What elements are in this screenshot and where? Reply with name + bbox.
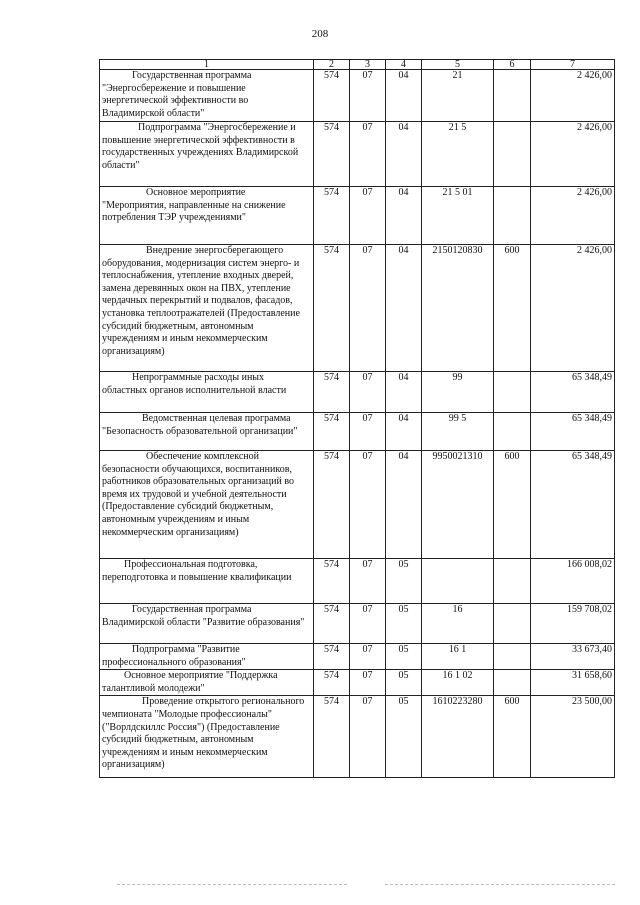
row-name-cell <box>100 187 314 245</box>
department-code-cell: 574 <box>314 70 350 122</box>
department-code-cell: 574 <box>314 604 350 644</box>
table-row <box>100 187 615 245</box>
expense-type-cell <box>494 413 531 451</box>
column-header-3: 3 <box>350 60 386 70</box>
amount-cell: 2 426,00 <box>531 70 615 122</box>
section-code-cell: 07 <box>350 670 386 696</box>
amount-cell: 2 426,00 <box>531 245 615 372</box>
row-name-continuation: оборудования, модернизация систем энерго- и теплоснабжения, утепление входных дверей, замена деревянных окон на ПВХ, утепление чердачных перекрытий и подвалов, фасадов, установка теплоотражателей (Предоставление субсидий бюджетным, автономным учреждениям и иным некоммерческим организациям) <box>102 257 300 357</box>
row-name-cell <box>100 70 314 122</box>
row-name-continuation: профессионального образования" <box>102 656 246 668</box>
row-name-first-line: Государственная программа <box>132 604 252 615</box>
row-name-cell <box>100 644 314 670</box>
amount-cell: 31 658,60 <box>531 670 615 696</box>
department-code-cell: 574 <box>314 451 350 559</box>
table-row <box>100 122 615 187</box>
row-name-cell <box>100 413 314 451</box>
target-article-cell: 21 <box>422 70 494 122</box>
table-row <box>100 670 615 696</box>
target-article-cell: 21 5 01 <box>422 187 494 245</box>
department-code-cell: 574 <box>314 696 350 778</box>
footer-divider-left <box>117 884 347 885</box>
row-name-first-line: Государственная программа <box>132 70 252 81</box>
column-header-6: 6 <box>494 60 531 70</box>
subsection-code-cell: 04 <box>386 70 422 122</box>
amount-cell: 65 348,49 <box>531 413 615 451</box>
table-row <box>100 604 615 644</box>
expense-type-cell <box>494 372 531 413</box>
section-code-cell: 07 <box>350 122 386 187</box>
department-code-cell: 574 <box>314 187 350 245</box>
subsection-code-cell: 04 <box>386 451 422 559</box>
row-name-first-line: Подпрограмма "Развитие <box>132 644 240 655</box>
subsection-code-cell: 05 <box>386 670 422 696</box>
row-name-first-line: Профессиональная подготовка, <box>124 559 258 570</box>
column-header-7: 7 <box>531 60 615 70</box>
amount-cell: 159 708,02 <box>531 604 615 644</box>
section-code-cell: 07 <box>350 696 386 778</box>
column-header-1: 1 <box>100 60 314 70</box>
row-name-first-line: Ведомственная целевая программа <box>142 413 291 424</box>
section-code-cell: 07 <box>350 451 386 559</box>
section-code-cell: 07 <box>350 70 386 122</box>
column-header-4: 4 <box>386 60 422 70</box>
budget-table <box>99 59 615 778</box>
row-name-cell <box>100 372 314 413</box>
department-code-cell: 574 <box>314 245 350 372</box>
table-row <box>100 372 615 413</box>
target-article-cell: 9950021310 <box>422 451 494 559</box>
row-name-continuation: регионального чемпионата "Молодые профессионалы" ("Ворлдскиллс Россия") (Предоставление субсидий бюджетным, автономным учреждениям и иным некоммерческим организациям) <box>102 696 305 771</box>
section-code-cell: 07 <box>350 372 386 413</box>
department-code-cell: 574 <box>314 644 350 670</box>
subsection-code-cell: 05 <box>386 644 422 670</box>
subsection-code-cell: 04 <box>386 245 422 372</box>
table-row <box>100 644 615 670</box>
row-name-cell <box>100 451 314 559</box>
department-code-cell: 574 <box>314 559 350 604</box>
row-name-cell <box>100 604 314 644</box>
target-article-cell: 16 1 02 <box>422 670 494 696</box>
amount-cell: 33 673,40 <box>531 644 615 670</box>
row-name-first-line: Основное мероприятие "Поддержка <box>124 670 278 682</box>
amount-cell: 65 348,49 <box>531 451 615 559</box>
column-header-5: 5 <box>422 60 494 70</box>
footer-divider-right <box>385 884 615 885</box>
target-article-cell: 2150120830 <box>422 245 494 372</box>
row-name-first-line: Внедрение энергосберегающего <box>146 245 284 256</box>
department-code-cell: 574 <box>314 122 350 187</box>
amount-cell: 23 500,00 <box>531 696 615 778</box>
expense-type-cell <box>494 122 531 187</box>
row-name-continuation: "Безопасность образовательной организации" <box>102 425 298 437</box>
expense-type-cell <box>494 644 531 670</box>
row-name-first-line: Проведение открытого <box>142 696 240 708</box>
table-row <box>100 451 615 559</box>
row-name-continuation: "Мероприятия, направленные на снижение потребления ТЭР учреждениями" <box>102 199 286 224</box>
row-name-cell <box>100 559 314 604</box>
expense-type-cell <box>494 670 531 696</box>
section-code-cell: 07 <box>350 187 386 245</box>
row-name-continuation: талантливой молодежи" <box>102 682 205 694</box>
subsection-code-cell: 05 <box>386 696 422 778</box>
amount-cell: 166 008,02 <box>531 559 615 604</box>
row-name-continuation: Владимирской области "Развитие образования" <box>102 616 305 628</box>
expense-type-cell <box>494 70 531 122</box>
row-name-continuation: "Энергосбережение и повышение энергетической эффективности во Владимирской области" <box>102 82 249 119</box>
column-header-2: 2 <box>314 60 350 70</box>
row-name-continuation: переподготовка и повышение квалификации <box>102 571 292 583</box>
expense-type-cell <box>494 604 531 644</box>
table-row <box>100 559 615 604</box>
page-number: 208 <box>311 28 329 40</box>
target-article-cell <box>422 559 494 604</box>
expense-type-cell: 600 <box>494 245 531 372</box>
table-row <box>100 696 615 778</box>
row-name-continuation: безопасности обучающихся, воспитанников, работников образовательных организаций во время их трудовой и учебной деятельности (Предоставление субсидий бюджетным, автономным учреждениям и иным некоммерческим организациям) <box>102 463 294 538</box>
subsection-code-cell: 04 <box>386 122 422 187</box>
target-article-cell: 21 5 <box>422 122 494 187</box>
expense-type-cell <box>494 187 531 245</box>
row-name-cell <box>100 696 314 778</box>
section-code-cell: 07 <box>350 559 386 604</box>
row-name-first-line: Подпрограмма "Энергосбережение и <box>138 122 296 133</box>
target-article-cell: 16 <box>422 604 494 644</box>
subsection-code-cell: 05 <box>386 604 422 644</box>
expense-type-cell: 600 <box>494 451 531 559</box>
section-code-cell: 07 <box>350 644 386 670</box>
expense-type-cell <box>494 559 531 604</box>
row-name-first-line: Основное мероприятие <box>146 187 246 198</box>
row-name-continuation: повышение энергетической эффективности в государственных учреждениях Владимирской области" <box>102 134 299 171</box>
expense-type-cell: 600 <box>494 696 531 778</box>
table-header-row <box>100 60 615 70</box>
target-article-cell: 1610223280 <box>422 696 494 778</box>
row-name-cell <box>100 245 314 372</box>
section-code-cell: 07 <box>350 604 386 644</box>
target-article-cell: 99 5 <box>422 413 494 451</box>
department-code-cell: 574 <box>314 670 350 696</box>
subsection-code-cell: 04 <box>386 187 422 245</box>
section-code-cell: 07 <box>350 245 386 372</box>
subsection-code-cell: 05 <box>386 559 422 604</box>
amount-cell: 2 426,00 <box>531 122 615 187</box>
department-code-cell: 574 <box>314 372 350 413</box>
target-article-cell: 16 1 <box>422 644 494 670</box>
row-name-cell <box>100 670 314 696</box>
department-code-cell: 574 <box>314 413 350 451</box>
amount-cell: 2 426,00 <box>531 187 615 245</box>
subsection-code-cell: 04 <box>386 372 422 413</box>
table-row <box>100 413 615 451</box>
subsection-code-cell: 04 <box>386 413 422 451</box>
row-name-cell <box>100 122 314 187</box>
target-article-cell: 99 <box>422 372 494 413</box>
table-row <box>100 245 615 372</box>
amount-cell: 65 348,49 <box>531 372 615 413</box>
row-name-continuation: областных органов исполнительной власти <box>102 384 287 396</box>
row-name-first-line: Непрограммные расходы иных <box>132 372 265 383</box>
section-code-cell: 07 <box>350 413 386 451</box>
row-name-first-line: Обеспечение комплексной <box>146 451 259 462</box>
table-row <box>100 70 615 122</box>
